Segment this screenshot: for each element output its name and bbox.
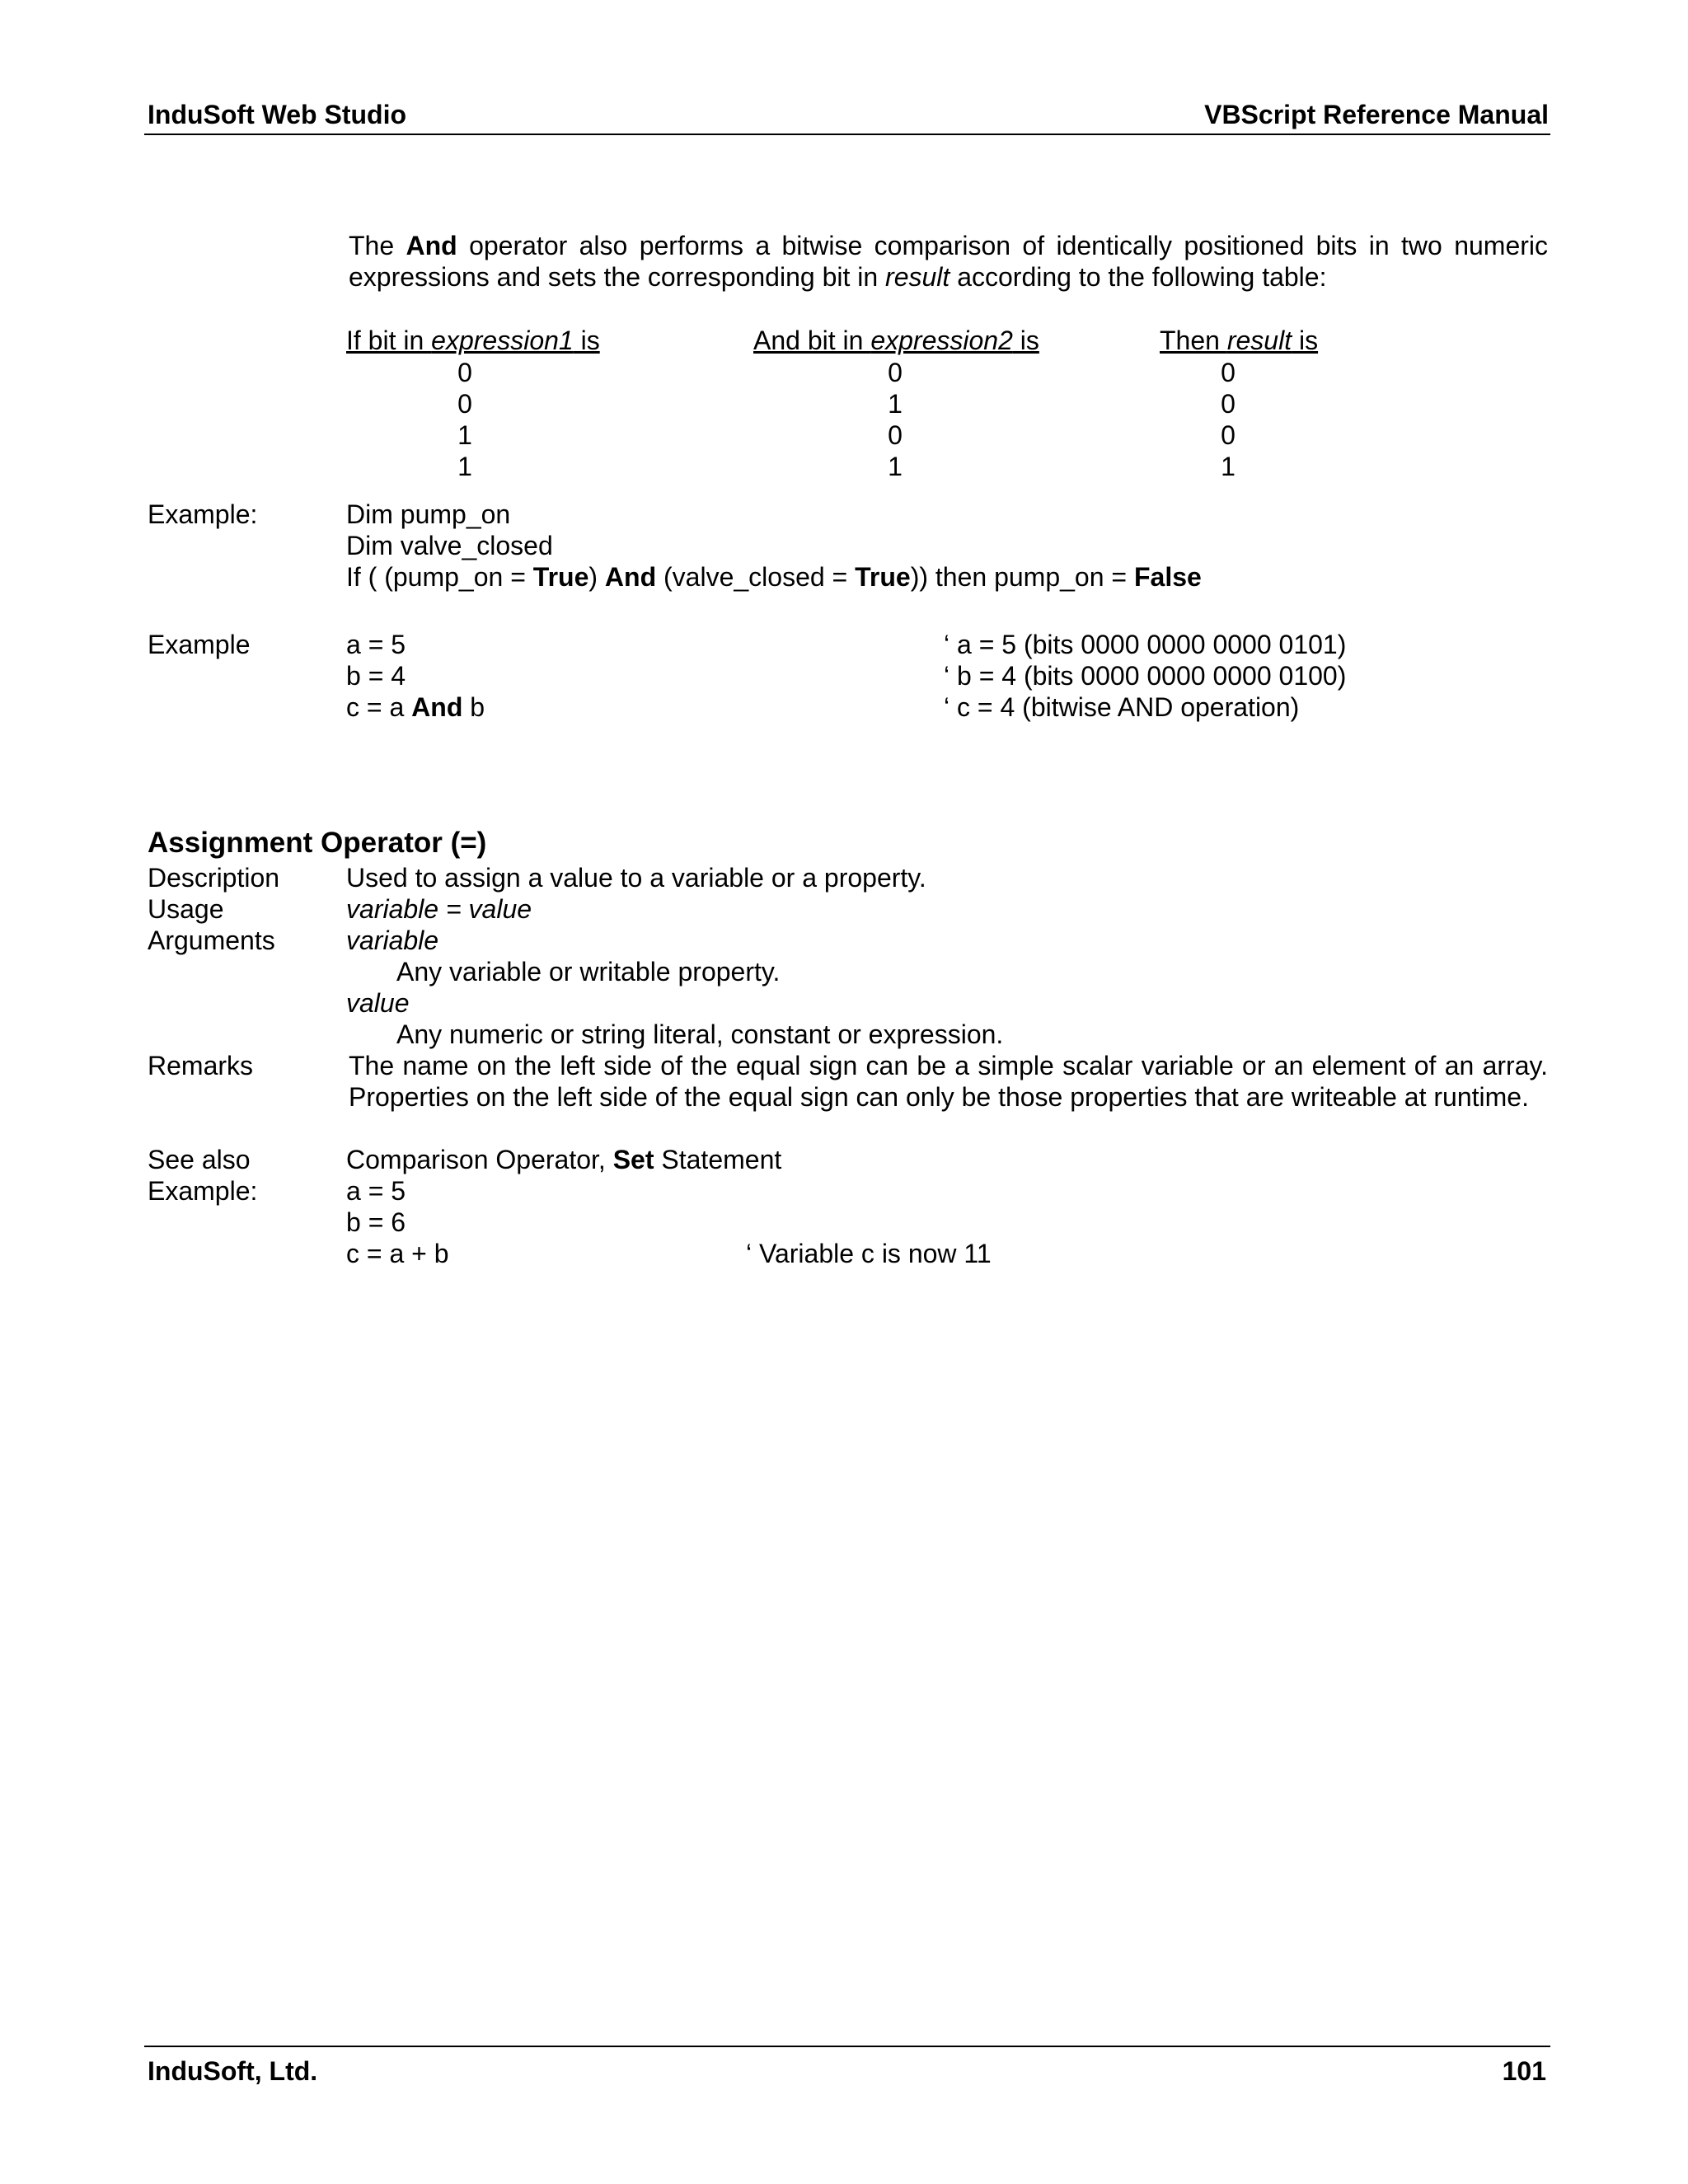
example2-label: Example bbox=[148, 630, 251, 659]
example3-code-line: a = 5 bbox=[346, 1176, 406, 1206]
intro-paragraph: The And operator also performs a bitwise comparison of identically positioned bits in two numeric expressions and sets the corresponding bit in result according to the following table: bbox=[349, 231, 1549, 292]
footer-rule bbox=[144, 2046, 1550, 2047]
example3-code-line: b = 6 bbox=[346, 1207, 406, 1237]
header-title-left: InduSoft Web Studio bbox=[148, 100, 407, 129]
header-rule bbox=[144, 134, 1550, 135]
remarks-text: The name on the left side of the equal sign can be a simple scalar variable or an element of an array. Properties on the left side of the equal sign can only be those properties that are writeable at runtime. bbox=[349, 1051, 1548, 1112]
description-text: Used to assign a value to a variable or a property. bbox=[346, 863, 926, 893]
table-cell: 0 bbox=[1221, 358, 1236, 387]
example3-label: Example: bbox=[148, 1176, 258, 1206]
table-header-result: Then result is bbox=[1160, 326, 1319, 355]
page-number: 101 bbox=[1502, 2056, 1546, 2086]
table-cell: 1 bbox=[457, 420, 472, 450]
table-cell: 0 bbox=[1221, 420, 1236, 450]
argument-name: value bbox=[346, 988, 410, 1018]
description-label: Description bbox=[148, 863, 280, 893]
table-header-expression1: If bit in expression1 is bbox=[346, 326, 600, 355]
example2-comment: ‘ a = 5 (bits 0000 0000 0000 0101) bbox=[944, 630, 1347, 659]
table-cell: 0 bbox=[457, 389, 472, 419]
table-cell: 1 bbox=[888, 389, 903, 419]
table-cell: 0 bbox=[888, 358, 903, 387]
arguments-label: Arguments bbox=[148, 926, 275, 955]
table-cell: 1 bbox=[457, 452, 472, 481]
table-cell: 1 bbox=[888, 452, 903, 481]
table-cell: 0 bbox=[457, 358, 472, 387]
remarks-label: Remarks bbox=[148, 1051, 254, 1080]
see-also-text: Comparison Operator, Set Statement bbox=[346, 1145, 782, 1174]
section-title: Assignment Operator (=) bbox=[148, 827, 487, 859]
see-also-label: See also bbox=[148, 1145, 251, 1174]
argument-description: Any numeric or string literal, constant or expression. bbox=[396, 1019, 1004, 1049]
table-cell: 0 bbox=[1221, 389, 1236, 419]
argument-description: Any variable or writable property. bbox=[396, 957, 781, 987]
example1-code-line: Dim pump_on bbox=[346, 499, 511, 529]
example3-code-line: c = a + b bbox=[346, 1239, 449, 1268]
example1-code-line: Dim valve_closed bbox=[346, 531, 553, 560]
example2-comment: ‘ c = 4 (bitwise AND operation) bbox=[944, 692, 1300, 722]
table-cell: 0 bbox=[888, 420, 903, 450]
table-cell: 1 bbox=[1221, 452, 1236, 481]
usage-label: Usage bbox=[148, 894, 224, 924]
example1-code-line: If ( (pump_on = True) And (valve_closed = True)) then pump_on = False bbox=[346, 562, 1202, 592]
example2-code-line: b = 4 bbox=[346, 661, 406, 691]
argument-name: variable bbox=[346, 926, 439, 955]
example3-comment: ‘ Variable c is now 11 bbox=[746, 1239, 992, 1268]
header-title-right: VBScript Reference Manual bbox=[1204, 100, 1549, 129]
example2-code-line: a = 5 bbox=[346, 630, 406, 659]
example2-code-line: c = a And b bbox=[346, 692, 485, 722]
example2-comment: ‘ b = 4 (bits 0000 0000 0000 0100) bbox=[944, 661, 1347, 691]
table-header-expression2: And bit in expression2 is bbox=[753, 326, 1039, 355]
usage-text: variable = value bbox=[346, 894, 532, 924]
footer-company: InduSoft, Ltd. bbox=[148, 2056, 318, 2086]
example1-label: Example: bbox=[148, 499, 258, 529]
